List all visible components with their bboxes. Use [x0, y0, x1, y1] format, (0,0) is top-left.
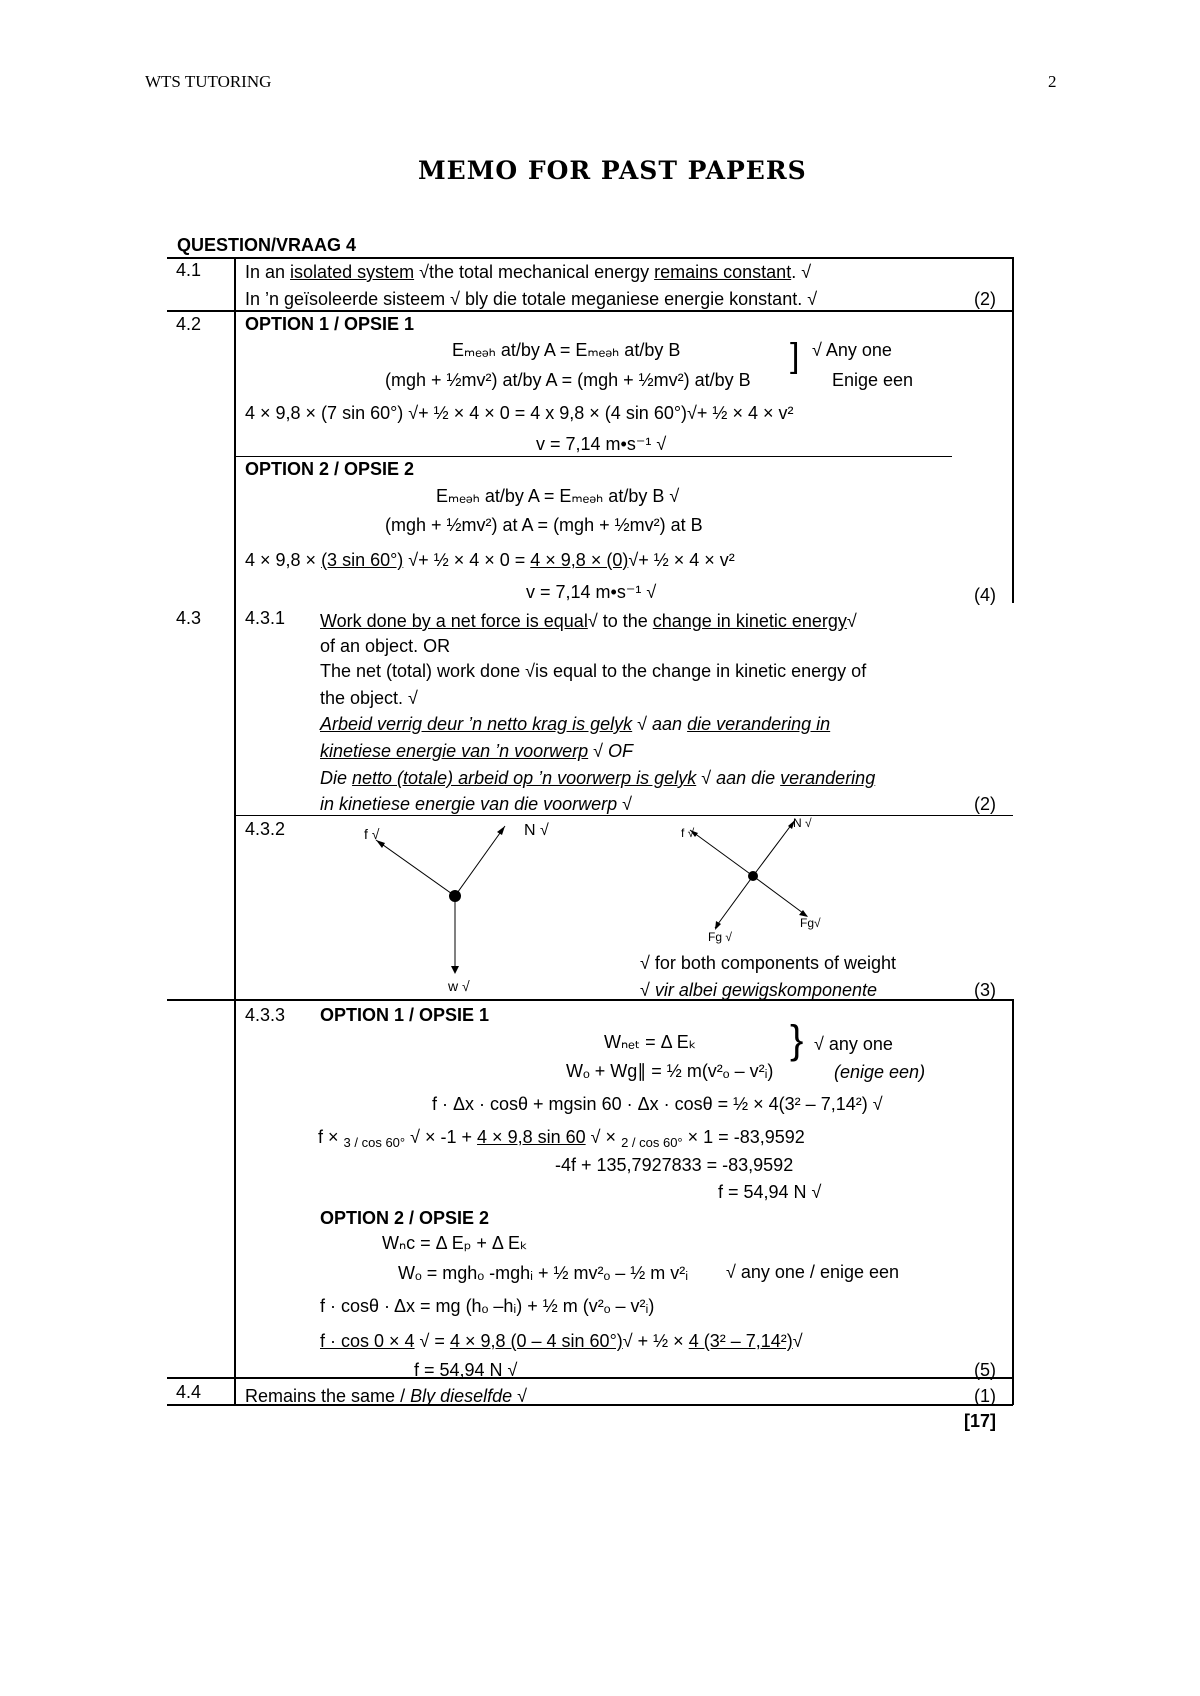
- q432-marks: (3): [974, 980, 996, 1000]
- q42-opt1-line3: 4 × 9,8 × (7 sin 60°) √+ ½ × 4 × 0 = 4 x 9,8 × (4 sin 60°)√+ ½ × 4 × v²: [245, 403, 794, 423]
- q42-number: 4.2: [176, 314, 202, 334]
- label-fg-perp: Fg √: [708, 930, 732, 944]
- header-left: WTS TUTORING: [145, 72, 272, 91]
- fbd-left: [376, 826, 505, 974]
- q433-m2: Wₒ = mghₒ -mghᵢ + ½ mv²ₒ – ½ m v²ᵢ: [398, 1263, 689, 1283]
- normal-arrow-right: [753, 820, 795, 876]
- q433-line3: f · Δx · cosθ + mgsin 60 · Δx · cosθ = ½ × 4(3² – 7,14²) √: [432, 1094, 883, 1114]
- q433-marks: (5): [974, 1360, 996, 1380]
- table-top-rule: [167, 257, 1013, 259]
- q433-m3: f · cosθ · Δx = mg (hₒ –hᵢ) + ½ m (v²ₒ – v²ᵢ): [320, 1296, 655, 1316]
- q433-m4: f · cos 0 × 4 √ = 4 × 9,8 (0 – 4 sin 60°)√ + ½ × 4 (3² – 7,14²)√: [320, 1331, 803, 1351]
- q42-opt2-line1: Eₘₑₔₕ at/by A = Eₘₑₔₕ at/by B √: [436, 486, 680, 506]
- option-rule-42: [236, 456, 952, 457]
- q41-afrikaans: In ’n geïsoleerde sisteem √ bly die totale meganiese energie konstant. √: [245, 289, 818, 309]
- q431-line8: in kinetiese energie van die voorwerp √: [320, 794, 633, 814]
- q431-line4: the object. √: [320, 688, 418, 708]
- q42-option2-title: OPTION 2 / OPSIE 2: [245, 459, 415, 479]
- q43-number: 4.3: [176, 608, 202, 628]
- q44-answer: Remains the same / Bly dieselfde √: [245, 1386, 528, 1406]
- fg-perp-arrowhead: [715, 921, 721, 930]
- fg-perp-arrow: [715, 876, 753, 928]
- page-number: 2: [1048, 72, 1057, 91]
- q431-line7: Die netto (totale) arbeid op ’n voorwerp is gelyk √ aan die verandering: [320, 768, 876, 788]
- q433-line5: -4f + 135,7927833 = -83,9592: [555, 1155, 794, 1175]
- q44-number: 4.4: [176, 1382, 202, 1402]
- brace-icon-433: }: [790, 1018, 804, 1062]
- q433-option2-title: OPTION 2 / OPSIE 2: [320, 1208, 490, 1228]
- q42-opt2-line2: (mgh + ½mv²) at A = (mgh + ½mv²) at B: [385, 515, 703, 535]
- label-n-right: N √: [793, 816, 812, 830]
- friction-arrow-right: [690, 830, 753, 876]
- q42-enige-een: Enige een: [832, 370, 914, 390]
- q44-marks: (1): [974, 1386, 996, 1406]
- q42-opt2-line4: v = 7,14 m•s⁻¹ √: [526, 582, 657, 602]
- normal-arrow-left: [455, 826, 505, 896]
- q432-both-af: √ vir albei gewigskomponente: [640, 980, 878, 1000]
- q431-line2: of an object. OR: [320, 636, 451, 656]
- q433-m1: Wₙc = Δ Eₚ + Δ Eₖ: [382, 1233, 528, 1253]
- brace-icon: ]: [790, 337, 800, 375]
- normal-arrowhead-left: [497, 826, 505, 835]
- col-divider: [234, 257, 236, 1405]
- q42-opt1-line2: (mgh + ½mv²) at/by A = (mgh + ½mv²) at/by B: [385, 370, 751, 390]
- q431-line3: The net (total) work done √is equal to the change in kinetic energy of: [320, 661, 867, 681]
- row-rule-41: [167, 310, 1013, 312]
- label-n-left: N √: [524, 822, 549, 839]
- q433-m5: f = 54,94 N √: [414, 1360, 518, 1380]
- q42-marks: (4): [974, 585, 996, 605]
- label-f-left: f √: [364, 826, 380, 842]
- label-w-left: w √: [448, 978, 470, 994]
- row-rule-431: [236, 815, 952, 816]
- friction-arrow-left: [376, 840, 455, 896]
- q431-marks: (2): [974, 794, 996, 814]
- q431-line1: Work done by a net force is equal√ to the change in kinetic energy√: [320, 611, 857, 631]
- q432-number: 4.3.2: [245, 819, 286, 839]
- fg-parallel-arrow: [753, 876, 807, 916]
- q41-number: 4.1: [176, 260, 202, 280]
- q433-line1: Wₙₑₜ = Δ Eₖ: [604, 1032, 697, 1052]
- q42-option1-title: OPTION 1 / OPSIE 1: [245, 314, 415, 334]
- right-border-bottom: [1012, 999, 1014, 1405]
- weight-arrowhead-left: [451, 966, 459, 974]
- q42-opt1-line1: Eₘₑₔₕ at/by A = Eₘₑₔₕ at/by B: [452, 340, 681, 360]
- q433-number: 4.3.3: [245, 1005, 286, 1025]
- row-rule-431-marks: [952, 815, 1013, 816]
- object-dot-left: [449, 890, 461, 902]
- q433-line4: f × $_{3 / cos 60^\circ}$ √ × -1 + 4 × 9,8 sin 60 √ × $_{2 / cos 60^\circ}$ × 1 = -83,9592: [318, 1127, 805, 1150]
- q41-english: In an isolated system √the total mechanical energy remains constant. √: [245, 262, 812, 282]
- q41-marks: (2): [974, 289, 996, 309]
- label-f-right: f √: [681, 826, 695, 840]
- q433-enige-een: (enige een): [834, 1062, 926, 1082]
- q431-line6: kinetiese energie van ’n voorwerp √ OF: [320, 741, 634, 761]
- row-rule-433: [167, 1377, 1013, 1379]
- right-border-top: [1012, 257, 1014, 603]
- q431-number: 4.3.1: [245, 608, 286, 628]
- q433-any-one: √ any one: [814, 1034, 893, 1054]
- total-marks: [17]: [963, 1411, 996, 1431]
- page-title: MEMO FOR PAST PAPERS: [418, 156, 807, 185]
- fbd-right: [690, 820, 808, 930]
- q433-line2: Wₒ + Wg∥ = ½ m(v²ₒ – v²ᵢ): [566, 1061, 774, 1081]
- q433-option1-title: OPTION 1 / OPSIE 1: [320, 1005, 490, 1025]
- row-rule-432: [167, 999, 1013, 1001]
- label-fg-parallel: Fg√: [800, 916, 821, 930]
- q42-opt2-line3: 4 × 9,8 × (3 sin 60°) √+ ½ × 4 × 0 = 4 × 9,8 × (0)√+ ½ × 4 × v²: [245, 550, 735, 570]
- q433-line6: f = 54,94 N √: [718, 1182, 822, 1202]
- question-heading: QUESTION/VRAAG 4: [177, 235, 357, 255]
- q42-opt1-line4: v = 7,14 m•s⁻¹ √: [536, 434, 667, 454]
- q432-both-en: √ for both components of weight: [640, 953, 897, 973]
- object-dot-right: [748, 871, 758, 881]
- q433-any-one-2: √ any one / enige een: [726, 1262, 900, 1282]
- q431-line5: Arbeid verrig deur ’n netto krag is gelyk √ aan die verandering in: [320, 714, 831, 734]
- q42-any-one: √ Any one: [812, 340, 892, 360]
